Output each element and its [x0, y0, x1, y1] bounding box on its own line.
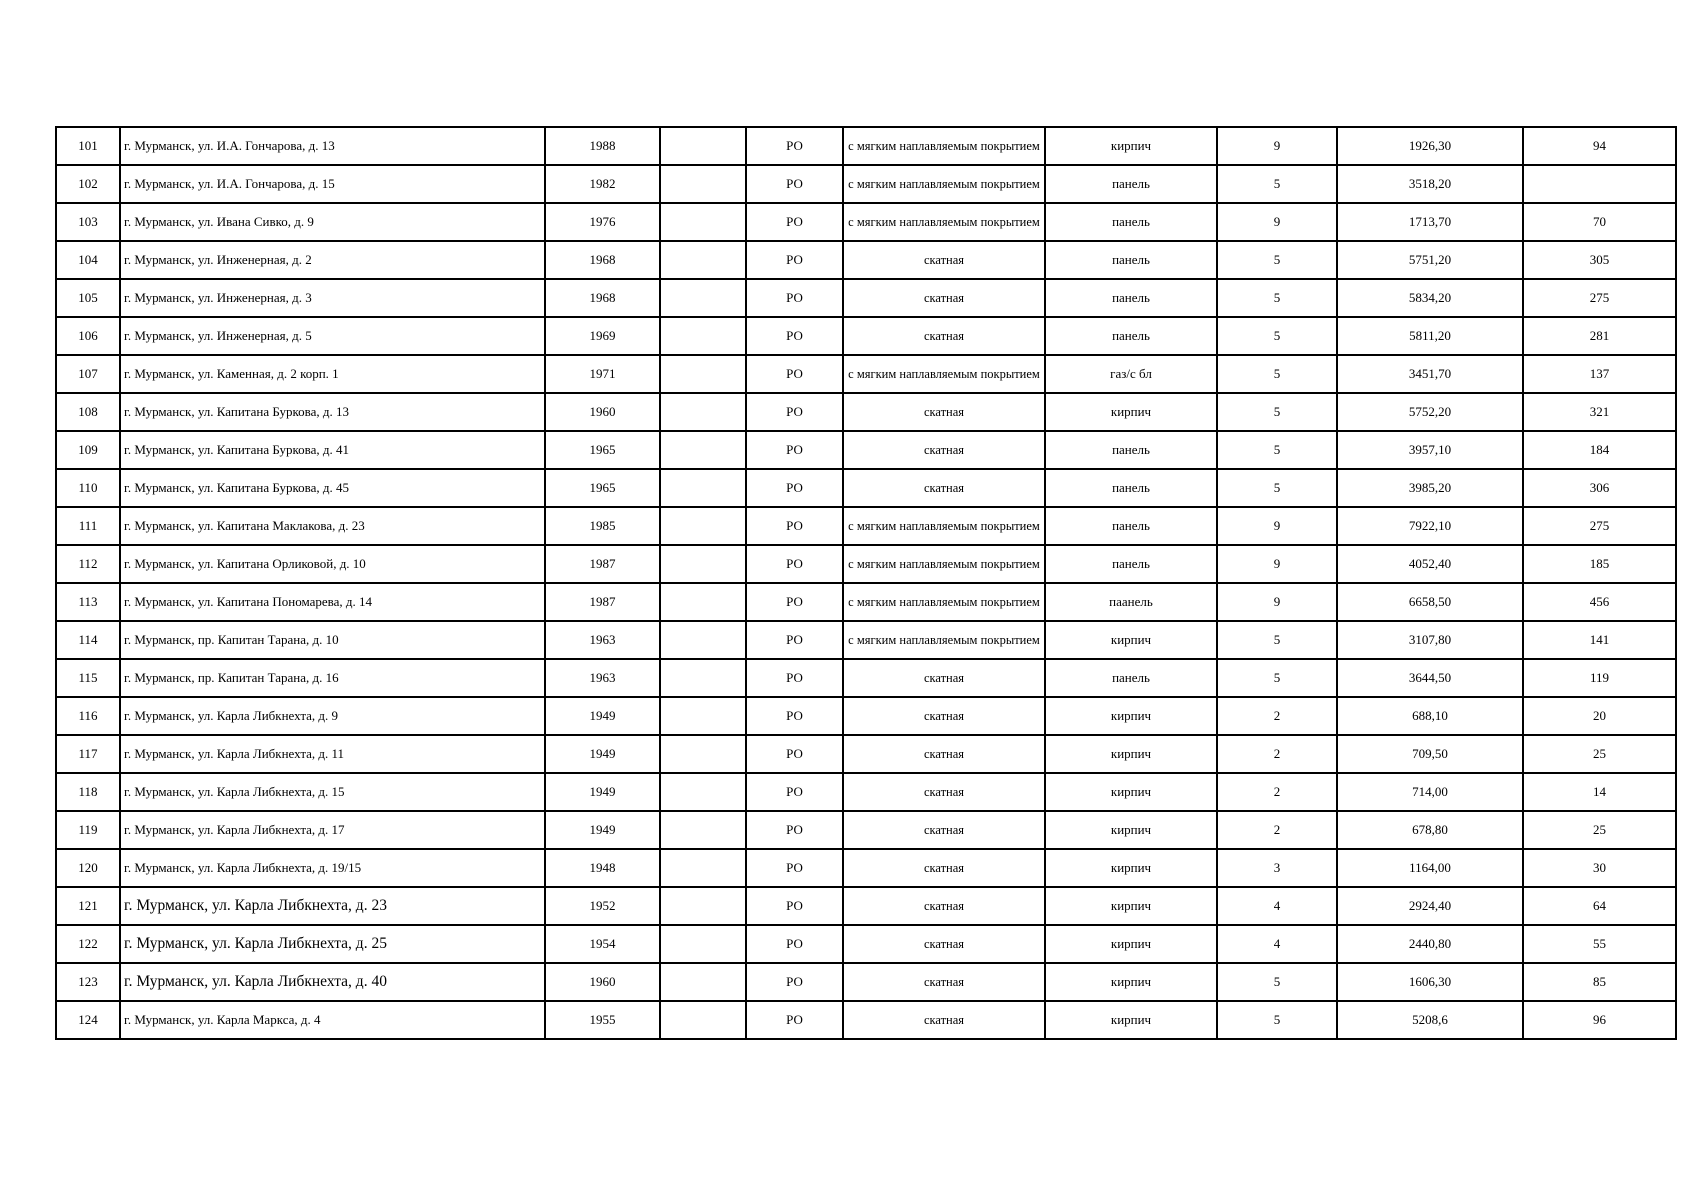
row-number-cell: 122	[56, 925, 120, 963]
residents-cell: 275	[1523, 279, 1676, 317]
roof-type-cell: с мягким наплавляемым покрытием	[843, 127, 1045, 165]
address-cell: г. Мурманск, ул. Капитана Буркова, д. 13	[120, 393, 545, 431]
empty-cell	[660, 583, 746, 621]
floors-cell: 5	[1217, 241, 1337, 279]
program-code-cell: РО	[746, 659, 843, 697]
floors-cell: 9	[1217, 127, 1337, 165]
area-cell: 1164,00	[1337, 849, 1523, 887]
floors-cell: 9	[1217, 507, 1337, 545]
residents-cell: 141	[1523, 621, 1676, 659]
address-cell: г. Мурманск, ул. Инженерная, д. 3	[120, 279, 545, 317]
table-row	[56, 165, 1676, 203]
roof-type-cell: скатная	[843, 697, 1045, 735]
floors-cell: 5	[1217, 165, 1337, 203]
address-cell: г. Мурманск, ул. Капитана Буркова, д. 45	[120, 469, 545, 507]
area-cell: 2924,40	[1337, 887, 1523, 925]
area-cell: 1926,30	[1337, 127, 1523, 165]
row-number-cell: 112	[56, 545, 120, 583]
program-code-cell: РО	[746, 925, 843, 963]
row-number-cell: 117	[56, 735, 120, 773]
row-number-cell: 106	[56, 317, 120, 355]
empty-cell	[660, 165, 746, 203]
row-number-cell: 114	[56, 621, 120, 659]
row-number-cell: 109	[56, 431, 120, 469]
year-built-cell: 1949	[545, 735, 660, 773]
program-code-cell: РО	[746, 241, 843, 279]
floors-cell: 5	[1217, 963, 1337, 1001]
row-number-cell: 113	[56, 583, 120, 621]
program-code-cell: РО	[746, 735, 843, 773]
floors-cell: 5	[1217, 431, 1337, 469]
roof-type-cell: скатная	[843, 317, 1045, 355]
program-code-cell: РО	[746, 963, 843, 1001]
wall-material-cell: кирпич	[1045, 849, 1217, 887]
empty-cell	[660, 431, 746, 469]
address-cell: г. Мурманск, ул. Карла Маркса, д. 4	[120, 1001, 545, 1039]
year-built-cell: 1976	[545, 203, 660, 241]
year-built-cell: 1960	[545, 963, 660, 1001]
residents-cell: 119	[1523, 659, 1676, 697]
table-row	[56, 279, 1676, 317]
floors-cell: 9	[1217, 583, 1337, 621]
wall-material-cell: паанель	[1045, 583, 1217, 621]
address-cell: г. Мурманск, ул. Карла Либкнехта, д. 9	[120, 697, 545, 735]
roof-type-cell: с мягким наплавляемым покрытием	[843, 165, 1045, 203]
residents-cell: 306	[1523, 469, 1676, 507]
table-row	[56, 469, 1676, 507]
table-row	[56, 1001, 1676, 1039]
wall-material-cell: панель	[1045, 507, 1217, 545]
program-code-cell: РО	[746, 811, 843, 849]
area-cell: 6658,50	[1337, 583, 1523, 621]
area-cell: 5834,20	[1337, 279, 1523, 317]
wall-material-cell: панель	[1045, 203, 1217, 241]
wall-material-cell: кирпич	[1045, 127, 1217, 165]
empty-cell	[660, 925, 746, 963]
roof-type-cell: с мягким наплавляемым покрытием	[843, 583, 1045, 621]
roof-type-cell: скатная	[843, 925, 1045, 963]
row-number-cell: 104	[56, 241, 120, 279]
residents-cell: 25	[1523, 735, 1676, 773]
row-number-cell: 105	[56, 279, 120, 317]
residents-cell: 96	[1523, 1001, 1676, 1039]
address-cell: г. Мурманск, пр. Капитан Тарана, д. 10	[120, 621, 545, 659]
row-number-cell: 120	[56, 849, 120, 887]
program-code-cell: РО	[746, 469, 843, 507]
program-code-cell: РО	[746, 431, 843, 469]
year-built-cell: 1985	[545, 507, 660, 545]
floors-cell: 5	[1217, 621, 1337, 659]
residents-cell: 185	[1523, 545, 1676, 583]
program-code-cell: РО	[746, 279, 843, 317]
area-cell: 3518,20	[1337, 165, 1523, 203]
roof-type-cell: с мягким наплавляемым покрытием	[843, 545, 1045, 583]
year-built-cell: 1969	[545, 317, 660, 355]
empty-cell	[660, 621, 746, 659]
address-cell: г. Мурманск, ул. Карла Либкнехта, д. 19/15	[120, 849, 545, 887]
wall-material-cell: кирпич	[1045, 963, 1217, 1001]
residents-cell: 14	[1523, 773, 1676, 811]
empty-cell	[660, 127, 746, 165]
wall-material-cell: панель	[1045, 317, 1217, 355]
table-row	[56, 545, 1676, 583]
area-cell: 3644,50	[1337, 659, 1523, 697]
wall-material-cell: кирпич	[1045, 811, 1217, 849]
year-built-cell: 1949	[545, 811, 660, 849]
address-cell: г. Мурманск, ул. Инженерная, д. 2	[120, 241, 545, 279]
floors-cell: 5	[1217, 317, 1337, 355]
year-built-cell: 1955	[545, 1001, 660, 1039]
wall-material-cell: кирпич	[1045, 887, 1217, 925]
address-cell: г. Мурманск, ул. Ивана Сивко, д. 9	[120, 203, 545, 241]
program-code-cell: РО	[746, 165, 843, 203]
program-code-cell: РО	[746, 545, 843, 583]
year-built-cell: 1963	[545, 659, 660, 697]
address-cell: г. Мурманск, ул. Карла Либкнехта, д. 17	[120, 811, 545, 849]
row-number-cell: 103	[56, 203, 120, 241]
wall-material-cell: панель	[1045, 469, 1217, 507]
year-built-cell: 1965	[545, 431, 660, 469]
wall-material-cell: панель	[1045, 279, 1217, 317]
wall-material-cell: кирпич	[1045, 735, 1217, 773]
year-built-cell: 1963	[545, 621, 660, 659]
table-row	[56, 507, 1676, 545]
wall-material-cell: кирпич	[1045, 621, 1217, 659]
program-code-cell: РО	[746, 697, 843, 735]
floors-cell: 5	[1217, 469, 1337, 507]
table-row	[56, 963, 1676, 1001]
table-row	[56, 355, 1676, 393]
residents-cell: 30	[1523, 849, 1676, 887]
residents-cell: 70	[1523, 203, 1676, 241]
address-cell: г. Мурманск, ул. Карла Либкнехта, д. 15	[120, 773, 545, 811]
year-built-cell: 1949	[545, 697, 660, 735]
empty-cell	[660, 849, 746, 887]
year-built-cell: 1987	[545, 583, 660, 621]
wall-material-cell: газ/с бл	[1045, 355, 1217, 393]
row-number-cell: 102	[56, 165, 120, 203]
year-built-cell: 1968	[545, 279, 660, 317]
empty-cell	[660, 1001, 746, 1039]
table-row	[56, 583, 1676, 621]
roof-type-cell: скатная	[843, 963, 1045, 1001]
empty-cell	[660, 735, 746, 773]
address-cell: г. Мурманск, ул. Капитана Маклакова, д. 23	[120, 507, 545, 545]
empty-cell	[660, 811, 746, 849]
table-row	[56, 925, 1676, 963]
year-built-cell: 1982	[545, 165, 660, 203]
table-row	[56, 735, 1676, 773]
area-cell: 714,00	[1337, 773, 1523, 811]
row-number-cell: 119	[56, 811, 120, 849]
year-built-cell: 1971	[545, 355, 660, 393]
year-built-cell: 1968	[545, 241, 660, 279]
table-row	[56, 887, 1676, 925]
floors-cell: 2	[1217, 735, 1337, 773]
residents-cell: 55	[1523, 925, 1676, 963]
wall-material-cell: панель	[1045, 431, 1217, 469]
floors-cell: 9	[1217, 545, 1337, 583]
residents-cell: 85	[1523, 963, 1676, 1001]
empty-cell	[660, 355, 746, 393]
row-number-cell: 123	[56, 963, 120, 1001]
empty-cell	[660, 887, 746, 925]
address-cell: г. Мурманск, пр. Капитан Тарана, д. 16	[120, 659, 545, 697]
address-cell: г. Мурманск, ул. Капитана Орликовой, д. 10	[120, 545, 545, 583]
table-row	[56, 393, 1676, 431]
roof-type-cell: скатная	[843, 393, 1045, 431]
table-row	[56, 241, 1676, 279]
area-cell: 7922,10	[1337, 507, 1523, 545]
address-cell: г. Мурманск, ул. Карла Либкнехта, д. 25	[120, 925, 545, 963]
roof-type-cell: скатная	[843, 735, 1045, 773]
residents-cell: 281	[1523, 317, 1676, 355]
empty-cell	[660, 317, 746, 355]
residents-cell: 456	[1523, 583, 1676, 621]
wall-material-cell: кирпич	[1045, 697, 1217, 735]
roof-type-cell: скатная	[843, 469, 1045, 507]
residents-cell: 275	[1523, 507, 1676, 545]
housing-register-table	[55, 126, 1677, 1040]
roof-type-cell: скатная	[843, 1001, 1045, 1039]
area-cell: 1713,70	[1337, 203, 1523, 241]
program-code-cell: РО	[746, 393, 843, 431]
area-cell: 5208,6	[1337, 1001, 1523, 1039]
table-body	[56, 127, 1676, 1039]
wall-material-cell: панель	[1045, 545, 1217, 583]
floors-cell: 5	[1217, 393, 1337, 431]
program-code-cell: РО	[746, 317, 843, 355]
area-cell: 709,50	[1337, 735, 1523, 773]
area-cell: 2440,80	[1337, 925, 1523, 963]
row-number-cell: 115	[56, 659, 120, 697]
table-row	[56, 811, 1676, 849]
wall-material-cell: кирпич	[1045, 393, 1217, 431]
row-number-cell: 108	[56, 393, 120, 431]
program-code-cell: РО	[746, 1001, 843, 1039]
roof-type-cell: скатная	[843, 279, 1045, 317]
floors-cell: 4	[1217, 887, 1337, 925]
address-cell: г. Мурманск, ул. Карла Либкнехта, д. 40	[120, 963, 545, 1001]
table-row	[56, 127, 1676, 165]
table-row	[56, 431, 1676, 469]
roof-type-cell: скатная	[843, 887, 1045, 925]
floors-cell: 5	[1217, 1001, 1337, 1039]
table-row	[56, 773, 1676, 811]
floors-cell: 5	[1217, 659, 1337, 697]
program-code-cell: РО	[746, 621, 843, 659]
program-code-cell: РО	[746, 583, 843, 621]
roof-type-cell: с мягким наплавляемым покрытием	[843, 355, 1045, 393]
wall-material-cell: панель	[1045, 659, 1217, 697]
residents-cell: 94	[1523, 127, 1676, 165]
roof-type-cell: скатная	[843, 659, 1045, 697]
program-code-cell: РО	[746, 355, 843, 393]
area-cell: 5811,20	[1337, 317, 1523, 355]
program-code-cell: РО	[746, 773, 843, 811]
wall-material-cell: кирпич	[1045, 925, 1217, 963]
roof-type-cell: с мягким наплавляемым покрытием	[843, 621, 1045, 659]
roof-type-cell: с мягким наплавляемым покрытием	[843, 203, 1045, 241]
address-cell: г. Мурманск, ул. Инженерная, д. 5	[120, 317, 545, 355]
floors-cell: 2	[1217, 773, 1337, 811]
empty-cell	[660, 241, 746, 279]
empty-cell	[660, 963, 746, 1001]
area-cell: 5752,20	[1337, 393, 1523, 431]
floors-cell: 5	[1217, 355, 1337, 393]
wall-material-cell: панель	[1045, 241, 1217, 279]
row-number-cell: 101	[56, 127, 120, 165]
area-cell: 5751,20	[1337, 241, 1523, 279]
row-number-cell: 107	[56, 355, 120, 393]
empty-cell	[660, 773, 746, 811]
roof-type-cell: скатная	[843, 811, 1045, 849]
year-built-cell: 1960	[545, 393, 660, 431]
area-cell: 3451,70	[1337, 355, 1523, 393]
row-number-cell: 118	[56, 773, 120, 811]
empty-cell	[660, 393, 746, 431]
year-built-cell: 1948	[545, 849, 660, 887]
roof-type-cell: скатная	[843, 241, 1045, 279]
table-row	[56, 203, 1676, 241]
floors-cell: 9	[1217, 203, 1337, 241]
area-cell: 688,10	[1337, 697, 1523, 735]
roof-type-cell: с мягким наплавляемым покрытием	[843, 507, 1045, 545]
program-code-cell: РО	[746, 203, 843, 241]
table-row	[56, 621, 1676, 659]
year-built-cell: 1987	[545, 545, 660, 583]
program-code-cell: РО	[746, 849, 843, 887]
residents-cell: 137	[1523, 355, 1676, 393]
empty-cell	[660, 507, 746, 545]
area-cell: 678,80	[1337, 811, 1523, 849]
floors-cell: 4	[1217, 925, 1337, 963]
residents-cell: 25	[1523, 811, 1676, 849]
empty-cell	[660, 279, 746, 317]
empty-cell	[660, 659, 746, 697]
table-row	[56, 849, 1676, 887]
row-number-cell: 124	[56, 1001, 120, 1039]
floors-cell: 2	[1217, 811, 1337, 849]
floors-cell: 2	[1217, 697, 1337, 735]
row-number-cell: 110	[56, 469, 120, 507]
empty-cell	[660, 545, 746, 583]
area-cell: 3107,80	[1337, 621, 1523, 659]
year-built-cell: 1988	[545, 127, 660, 165]
roof-type-cell: скатная	[843, 773, 1045, 811]
empty-cell	[660, 697, 746, 735]
empty-cell	[660, 469, 746, 507]
address-cell: г. Мурманск, ул. Карла Либкнехта, д. 11	[120, 735, 545, 773]
floors-cell: 5	[1217, 279, 1337, 317]
wall-material-cell: кирпич	[1045, 773, 1217, 811]
residents-cell: 305	[1523, 241, 1676, 279]
address-cell: г. Мурманск, ул. Капитана Буркова, д. 41	[120, 431, 545, 469]
residents-cell: 321	[1523, 393, 1676, 431]
table-row	[56, 697, 1676, 735]
year-built-cell: 1954	[545, 925, 660, 963]
roof-type-cell: скатная	[843, 849, 1045, 887]
empty-cell	[660, 203, 746, 241]
residents-cell: 64	[1523, 887, 1676, 925]
area-cell: 1606,30	[1337, 963, 1523, 1001]
row-number-cell: 116	[56, 697, 120, 735]
row-number-cell: 111	[56, 507, 120, 545]
address-cell: г. Мурманск, ул. И.А. Гончарова, д. 13	[120, 127, 545, 165]
area-cell: 3957,10	[1337, 431, 1523, 469]
address-cell: г. Мурманск, ул. И.А. Гончарова, д. 15	[120, 165, 545, 203]
table-row	[56, 659, 1676, 697]
table-row	[56, 317, 1676, 355]
address-cell: г. Мурманск, ул. Капитана Пономарева, д. 14	[120, 583, 545, 621]
program-code-cell: РО	[746, 507, 843, 545]
program-code-cell: РО	[746, 127, 843, 165]
area-cell: 4052,40	[1337, 545, 1523, 583]
area-cell: 3985,20	[1337, 469, 1523, 507]
wall-material-cell: кирпич	[1045, 1001, 1217, 1039]
row-number-cell: 121	[56, 887, 120, 925]
program-code-cell: РО	[746, 887, 843, 925]
wall-material-cell: панель	[1045, 165, 1217, 203]
roof-type-cell: скатная	[843, 431, 1045, 469]
residents-cell: 20	[1523, 697, 1676, 735]
address-cell: г. Мурманск, ул. Каменная, д. 2 корп. 1	[120, 355, 545, 393]
year-built-cell: 1965	[545, 469, 660, 507]
year-built-cell: 1952	[545, 887, 660, 925]
floors-cell: 3	[1217, 849, 1337, 887]
address-cell: г. Мурманск, ул. Карла Либкнехта, д. 23	[120, 887, 545, 925]
residents-cell: 184	[1523, 431, 1676, 469]
residents-cell	[1523, 165, 1676, 203]
year-built-cell: 1949	[545, 773, 660, 811]
